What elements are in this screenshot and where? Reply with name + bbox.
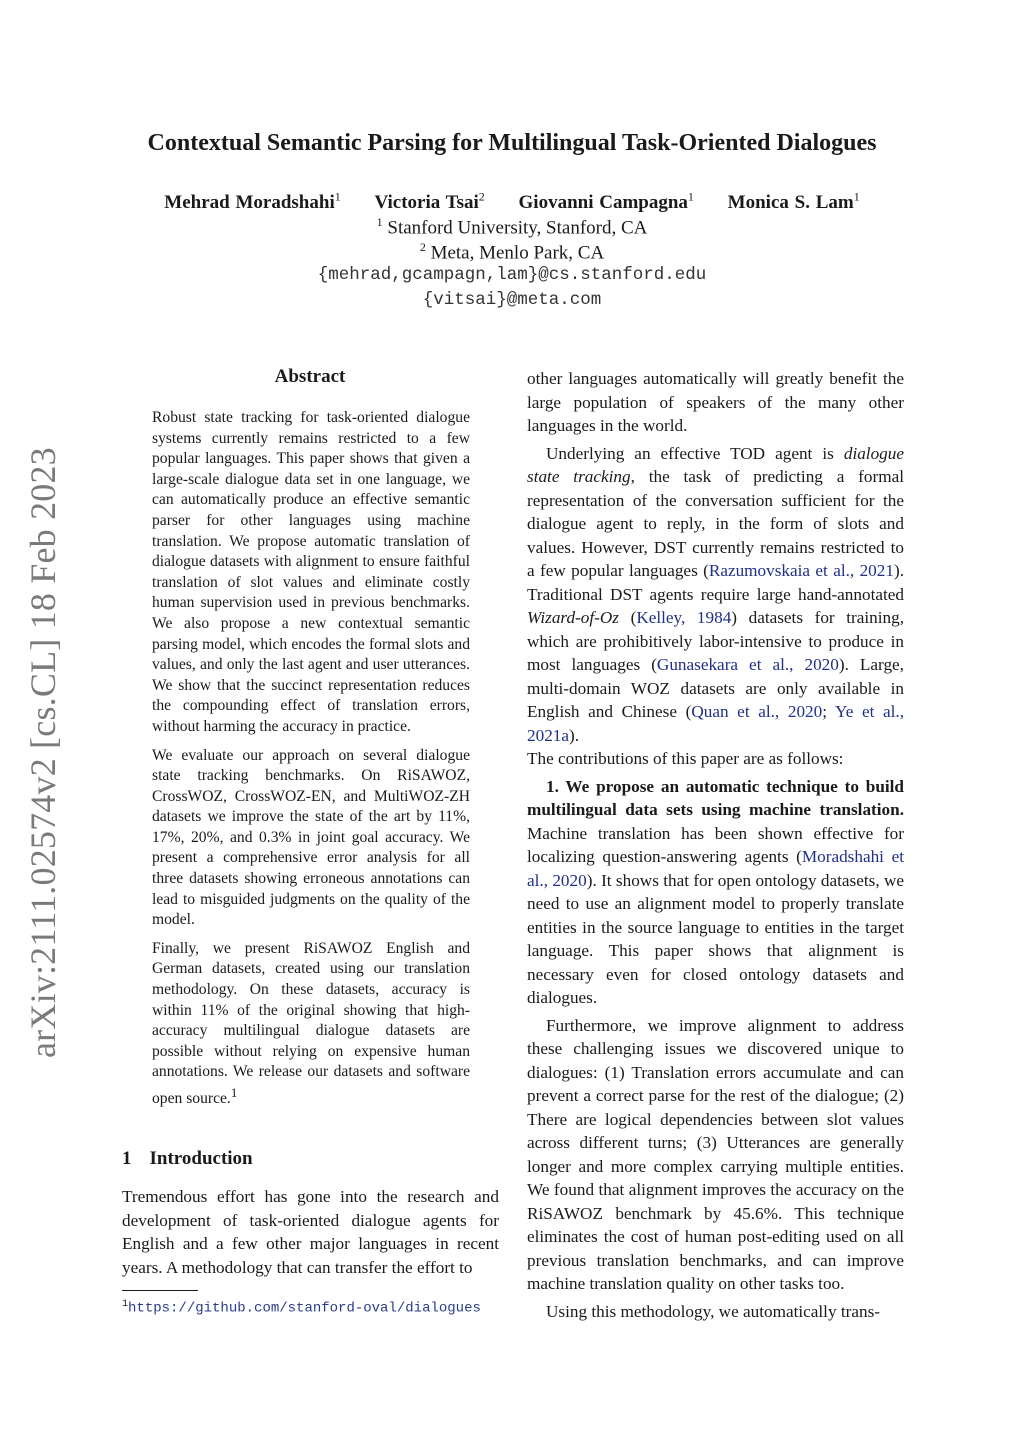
body-paragraph: Underlying an effective TOD agent is dialogue state tracking, the task of predicting a formal representation of the conversation sufficient for the dialogue agent to reply, in the form of slots and values. However, DST currently remains restricted to a few popular languages (Razumovskaia et al., 2021). Traditional DST agents require large hand-annotated Wizard-of-Oz (Kelley, 1984) datasets for training, which are prohibitively labor-intensive to produce in most languages (Gunasekara et al., 2020). Large, multi-domain WOZ datasets are only available in English and Chinese (Quan et al., 2020; Ye et al., 2021a). <box>527 443 904 745</box>
citation-link[interactable]: Quan et al., 2020 <box>691 702 823 721</box>
author-emails-meta: {vitsai}@meta.com <box>422 290 602 310</box>
author: Mehrad Moradshahi$^1$ <box>164 190 341 214</box>
author: Giovanni Campagna$^1$ <box>518 190 694 214</box>
citation-link[interactable]: Ye et al., 2021a <box>527 702 904 745</box>
abstract-heading: Abstract <box>274 366 346 387</box>
footnote: $^1$https://github.com/stanford-oval/dialogues <box>122 1299 481 1317</box>
body-paragraph: 1. We propose an automatic technique to build multilingual data sets using machine translation. Machine translation has been shown effective for localizing question-answering agents (Moradshahi et al., 2020). It shows that for open ontology datasets, we need to use an alignment model to properly translate entities in the source language to entities in the target language. This paper shows that alignment is necessary even for closed ontology datasets and dialogues. <box>527 776 904 1007</box>
author-emails-stanford: {mehrad,gcampagn,lam}@cs.stanford.edu <box>317 265 707 285</box>
body-paragraph: The contributions of this paper are as follows: <box>527 749 844 768</box>
footnote-link[interactable]: https://github.com/stanford-oval/dialogues <box>128 1300 481 1317</box>
citation-link[interactable]: Moradshahi et al., 2020 <box>527 847 904 890</box>
body-paragraph: Furthermore, we improve alignment to address these challenging issues we discovered unique to dialogues: (1) Translation errors accumulate and can prevent a correct parse for the rest of the dialogue; (2) There are logical dependencies between slot values across different turns; (3) Utterances are generally longer and more complex carrying multiple entities. We found that alignment improves the accuracy on the RiSAWOZ benchmark by 45.6%. This technique eliminates the cost of human post-editing used on all previous translation benchmarks, and can improve machine translation quality on other tasks too. <box>527 1015 904 1293</box>
arxiv-identifier: arXiv:2111.02574v2 [cs.CL] 18 Feb 2023 <box>23 447 63 1058</box>
body-paragraph: Using this methodology, we automatically trans- <box>546 1301 880 1321</box>
author: Monica S. Lam$^1$ <box>727 190 860 214</box>
intro-paragraph: Tremendous effort has gone into the research and development of task-oriented dialogue agents for English and a few other major languages in recent years. A methodology that can transfer the effort to <box>122 1187 499 1277</box>
abstract-body <box>152 408 470 1118</box>
right-column <box>527 367 904 1323</box>
affiliation-meta: $^2$ Meta, Menlo Park, CA <box>419 240 605 264</box>
citation-link[interactable]: Gunasekara et al., 2020 <box>656 655 839 674</box>
body-paragraph: other languages automatically will greatly benefit the large population of speakers of the many other languages in the world. <box>527 369 904 435</box>
abstract-paragraph: Finally, we present RiSAWOZ English and German datasets, created using our translation methodology. On these datasets, accuracy is within 11% of the original showing that high-accuracy multilingual dialogue datasets are possible without relying on expensive human annotations. We release our datasets and software open source.$^1$ <box>152 939 470 1108</box>
citation-link[interactable]: Razumovskaia et al., 2021 <box>708 561 894 580</box>
citation-link[interactable]: Kelley, 1984 <box>636 608 732 627</box>
abstract-paragraph: Robust state tracking for task-oriented dialogue systems currently remains restricted to a few popular languages. This paper shows that given a large-scale dialogue data set in one language, we can automatically produce an effective semantic parser for other languages using machine translation. We propose automatic translation of dialogue datasets with alignment to ensure faithful translation of slot values and eliminate costly human supervision used in previous benchmarks. We also propose a new contextual semantic parsing model, which encodes the formal slots and values, and only the last agent and user utterances. We show that the succinct representation reduces the compounding effect of translation errors, without harming the accuracy in practice. <box>152 409 470 735</box>
section-heading-introduction: 1 Introduction <box>122 1148 253 1169</box>
footnote-divider <box>122 1290 198 1291</box>
abstract-paragraph: We evaluate our approach on several dialogue state tracking benchmarks. On RiSAWOZ, CrossWOZ, CrossWOZ-EN, and MultiWOZ-ZH datasets we improve the state of the art by 11%, 17%, 20%, and 0.3% in joint goal accuracy. We present a comprehensive error analysis for all three datasets showing erroneous annotations can lead to misguided judgments on the quality of the model. <box>152 746 470 929</box>
affiliation-stanford: $^1$ Stanford University, Stanford, CA <box>376 215 648 239</box>
paper-title: Contextual Semantic Parsing for Multilingual Task-Oriented Dialogues <box>147 130 877 156</box>
author-list <box>0 190 1024 214</box>
author: Victoria Tsai$^2$ <box>374 190 485 214</box>
footnote-marker[interactable]: 1 <box>230 1085 238 1100</box>
